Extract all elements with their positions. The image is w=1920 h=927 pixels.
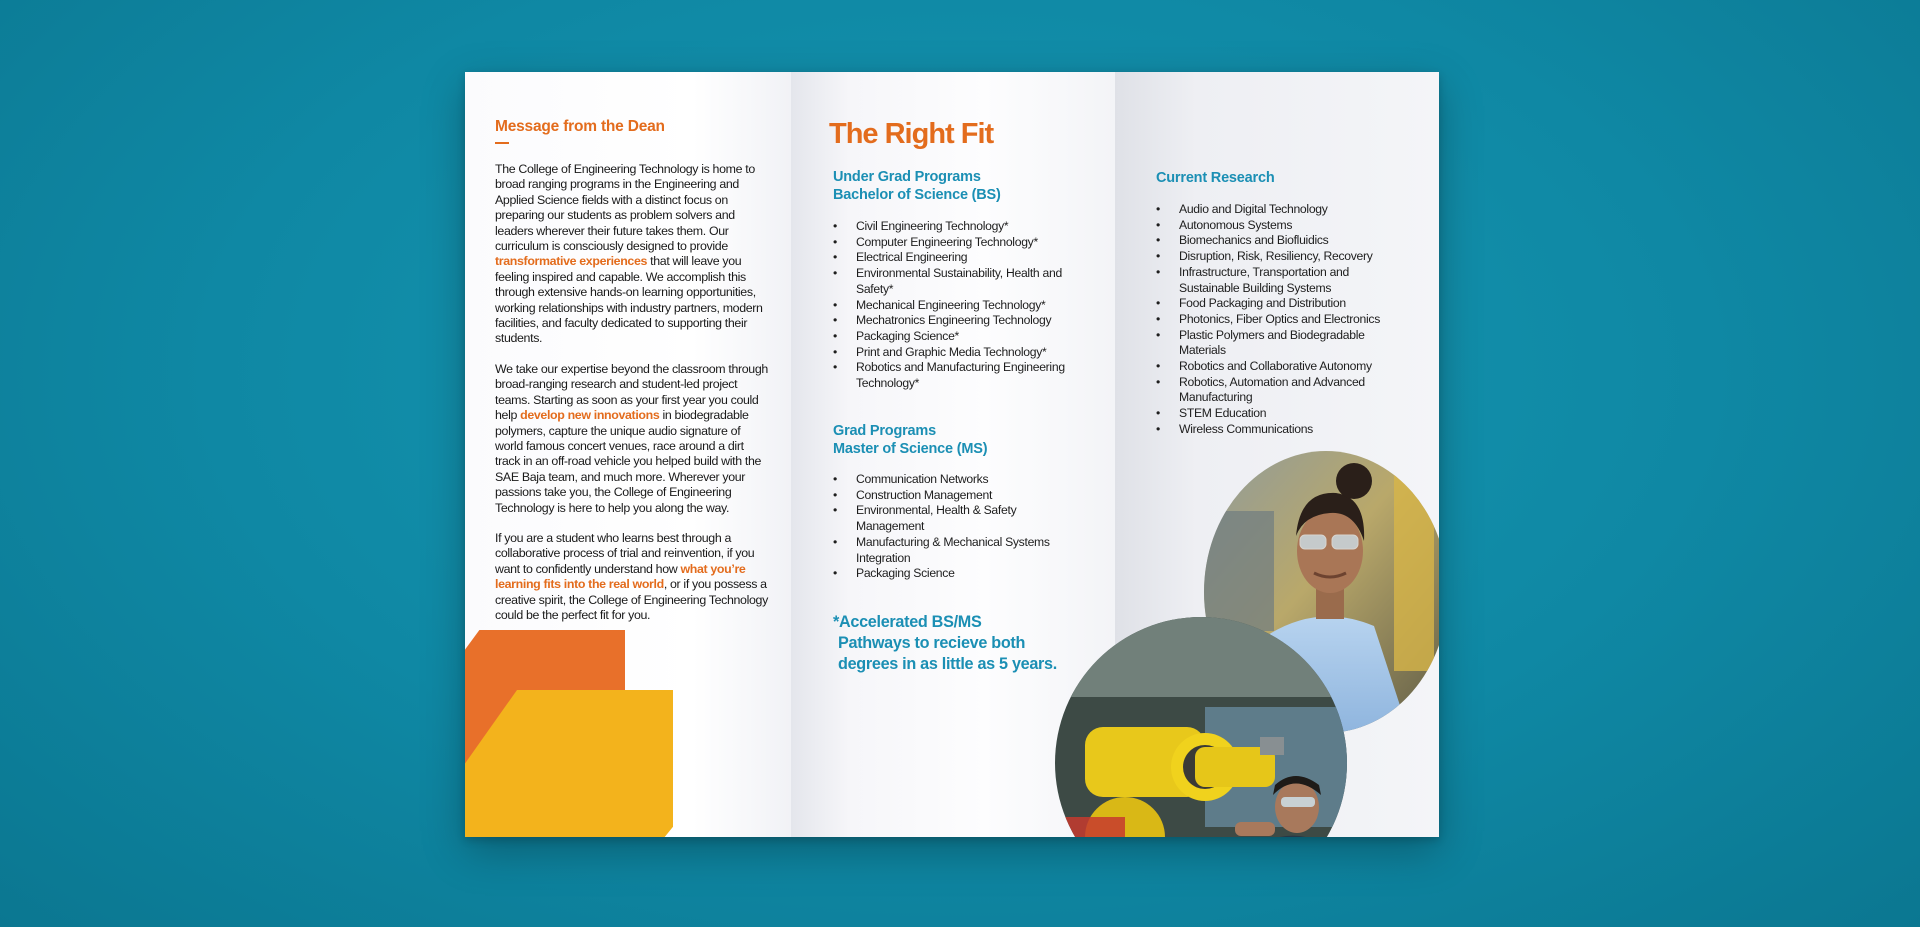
accelerated-line: degrees in as little as 5 years. bbox=[838, 655, 1057, 673]
brochure bbox=[465, 72, 1439, 837]
undergrad-program-item: • Robotics and Manufacturing Engineering Technology* bbox=[833, 360, 1093, 391]
heading-line: Under Grad Programs bbox=[833, 169, 981, 185]
undergrad-program-item: • Print and Graphic Media Technology* bbox=[833, 345, 1093, 361]
paragraph-text: that will leave you feeling inspired and capable. We accomplish this through extensive hands-on learning opportunities, working relationships with industry partners, modern facilities, and faculty dedicated to supporting their students. bbox=[495, 254, 763, 346]
research-item: • Photonics, Fiber Optics and Electronics bbox=[1156, 312, 1396, 328]
research-item: • Food Packaging and Distribution bbox=[1156, 296, 1396, 312]
undergrad-program-item: • Environmental Sustainability, Health and Safety* bbox=[833, 266, 1093, 297]
grad-program-item: • Packaging Science bbox=[833, 566, 1073, 582]
undergrad-program-item: • Mechatronics Engineering Technology bbox=[833, 313, 1093, 329]
paragraph-text: in biodegradable polymers, capture the unique audio signature of world famous concert venues, race around a dirt track in an off-road vehicle you helped build with the SAE Baja team, and much more. Wherever your passions take you, the College of Engineering Technology is here to help you along the way. bbox=[495, 408, 762, 515]
paragraph-text: , or if you possess a creative spirit, the College of Engineering Technology could be the perfect fit for you. bbox=[495, 577, 768, 622]
research-item: • Robotics, Automation and Advanced Manufacturing bbox=[1156, 375, 1396, 406]
grad-program-item: • Construction Management bbox=[833, 488, 1073, 504]
paragraph-text: We take our expertise beyond the classroom through broad-ranging research and student-led project teams. Starting as soon as your first year you could help bbox=[495, 361, 768, 423]
paragraph-text: The College of Engineering Technology is home to broad ranging programs in the Engineering and Applied Science fields with a distinct focus on preparing our students as problem solvers and leaders wherever their future takes them. Our curriculum is consciously designed to provide bbox=[495, 162, 755, 254]
research-item: • Disruption, Risk, Resiliency, Recovery bbox=[1156, 249, 1396, 265]
research-heading: Current Research bbox=[1156, 170, 1275, 186]
right-fit-title: The Right Fit bbox=[829, 118, 994, 150]
paragraph-text: If you are a student who learns best through a collaborative process of trial and reinvention, if you want to confidently understand how bbox=[495, 530, 755, 576]
heading-line: Bachelor of Science (BS) bbox=[833, 187, 1001, 203]
research-item: • Infrastructure, Transportation and Sustainable Building Systems bbox=[1156, 265, 1396, 296]
undergrad-program-item: • Mechanical Engineering Technology* bbox=[833, 298, 1093, 314]
grad-program-item: • Manufacturing & Mechanical Systems Integration bbox=[833, 535, 1073, 566]
research-item: • STEM Education bbox=[1156, 406, 1396, 422]
research-item: • Plastic Polymers and Biodegradable Materials bbox=[1156, 328, 1396, 359]
undergrad-program-item: • Computer Engineering Technology* bbox=[833, 235, 1093, 251]
research-item: • Wireless Communications bbox=[1156, 422, 1396, 438]
research-item: • Autonomous Systems bbox=[1156, 218, 1396, 234]
dean-title: Message from the Dean bbox=[495, 118, 665, 135]
heading-line: Grad Programs bbox=[833, 423, 936, 439]
highlight-text: what you’re learning fits into the real world bbox=[495, 561, 746, 592]
grad-program-item: • Environmental, Health & Safety Management bbox=[833, 503, 1073, 534]
accelerated-line: Pathways to recieve both bbox=[838, 634, 1026, 652]
undergrad-program-item: • Civil Engineering Technology* bbox=[833, 219, 1093, 235]
heading-line: Master of Science (MS) bbox=[833, 441, 988, 457]
research-item: • Biomechanics and Biofluidics bbox=[1156, 233, 1396, 249]
highlight-text: transformative experiences bbox=[495, 254, 648, 269]
research-item: • Audio and Digital Technology bbox=[1156, 202, 1396, 218]
photo-area bbox=[465, 72, 1439, 837]
grad-program-item: • Communication Networks bbox=[833, 472, 1073, 488]
undergrad-program-item: • Packaging Science* bbox=[833, 329, 1093, 345]
research-item: • Robotics and Collaborative Autonomy bbox=[1156, 359, 1396, 375]
highlight-text: develop new innovations bbox=[520, 408, 660, 423]
undergrad-program-item: • Electrical Engineering bbox=[833, 250, 1093, 266]
accelerated-line: *Accelerated BS/MS bbox=[833, 613, 982, 631]
